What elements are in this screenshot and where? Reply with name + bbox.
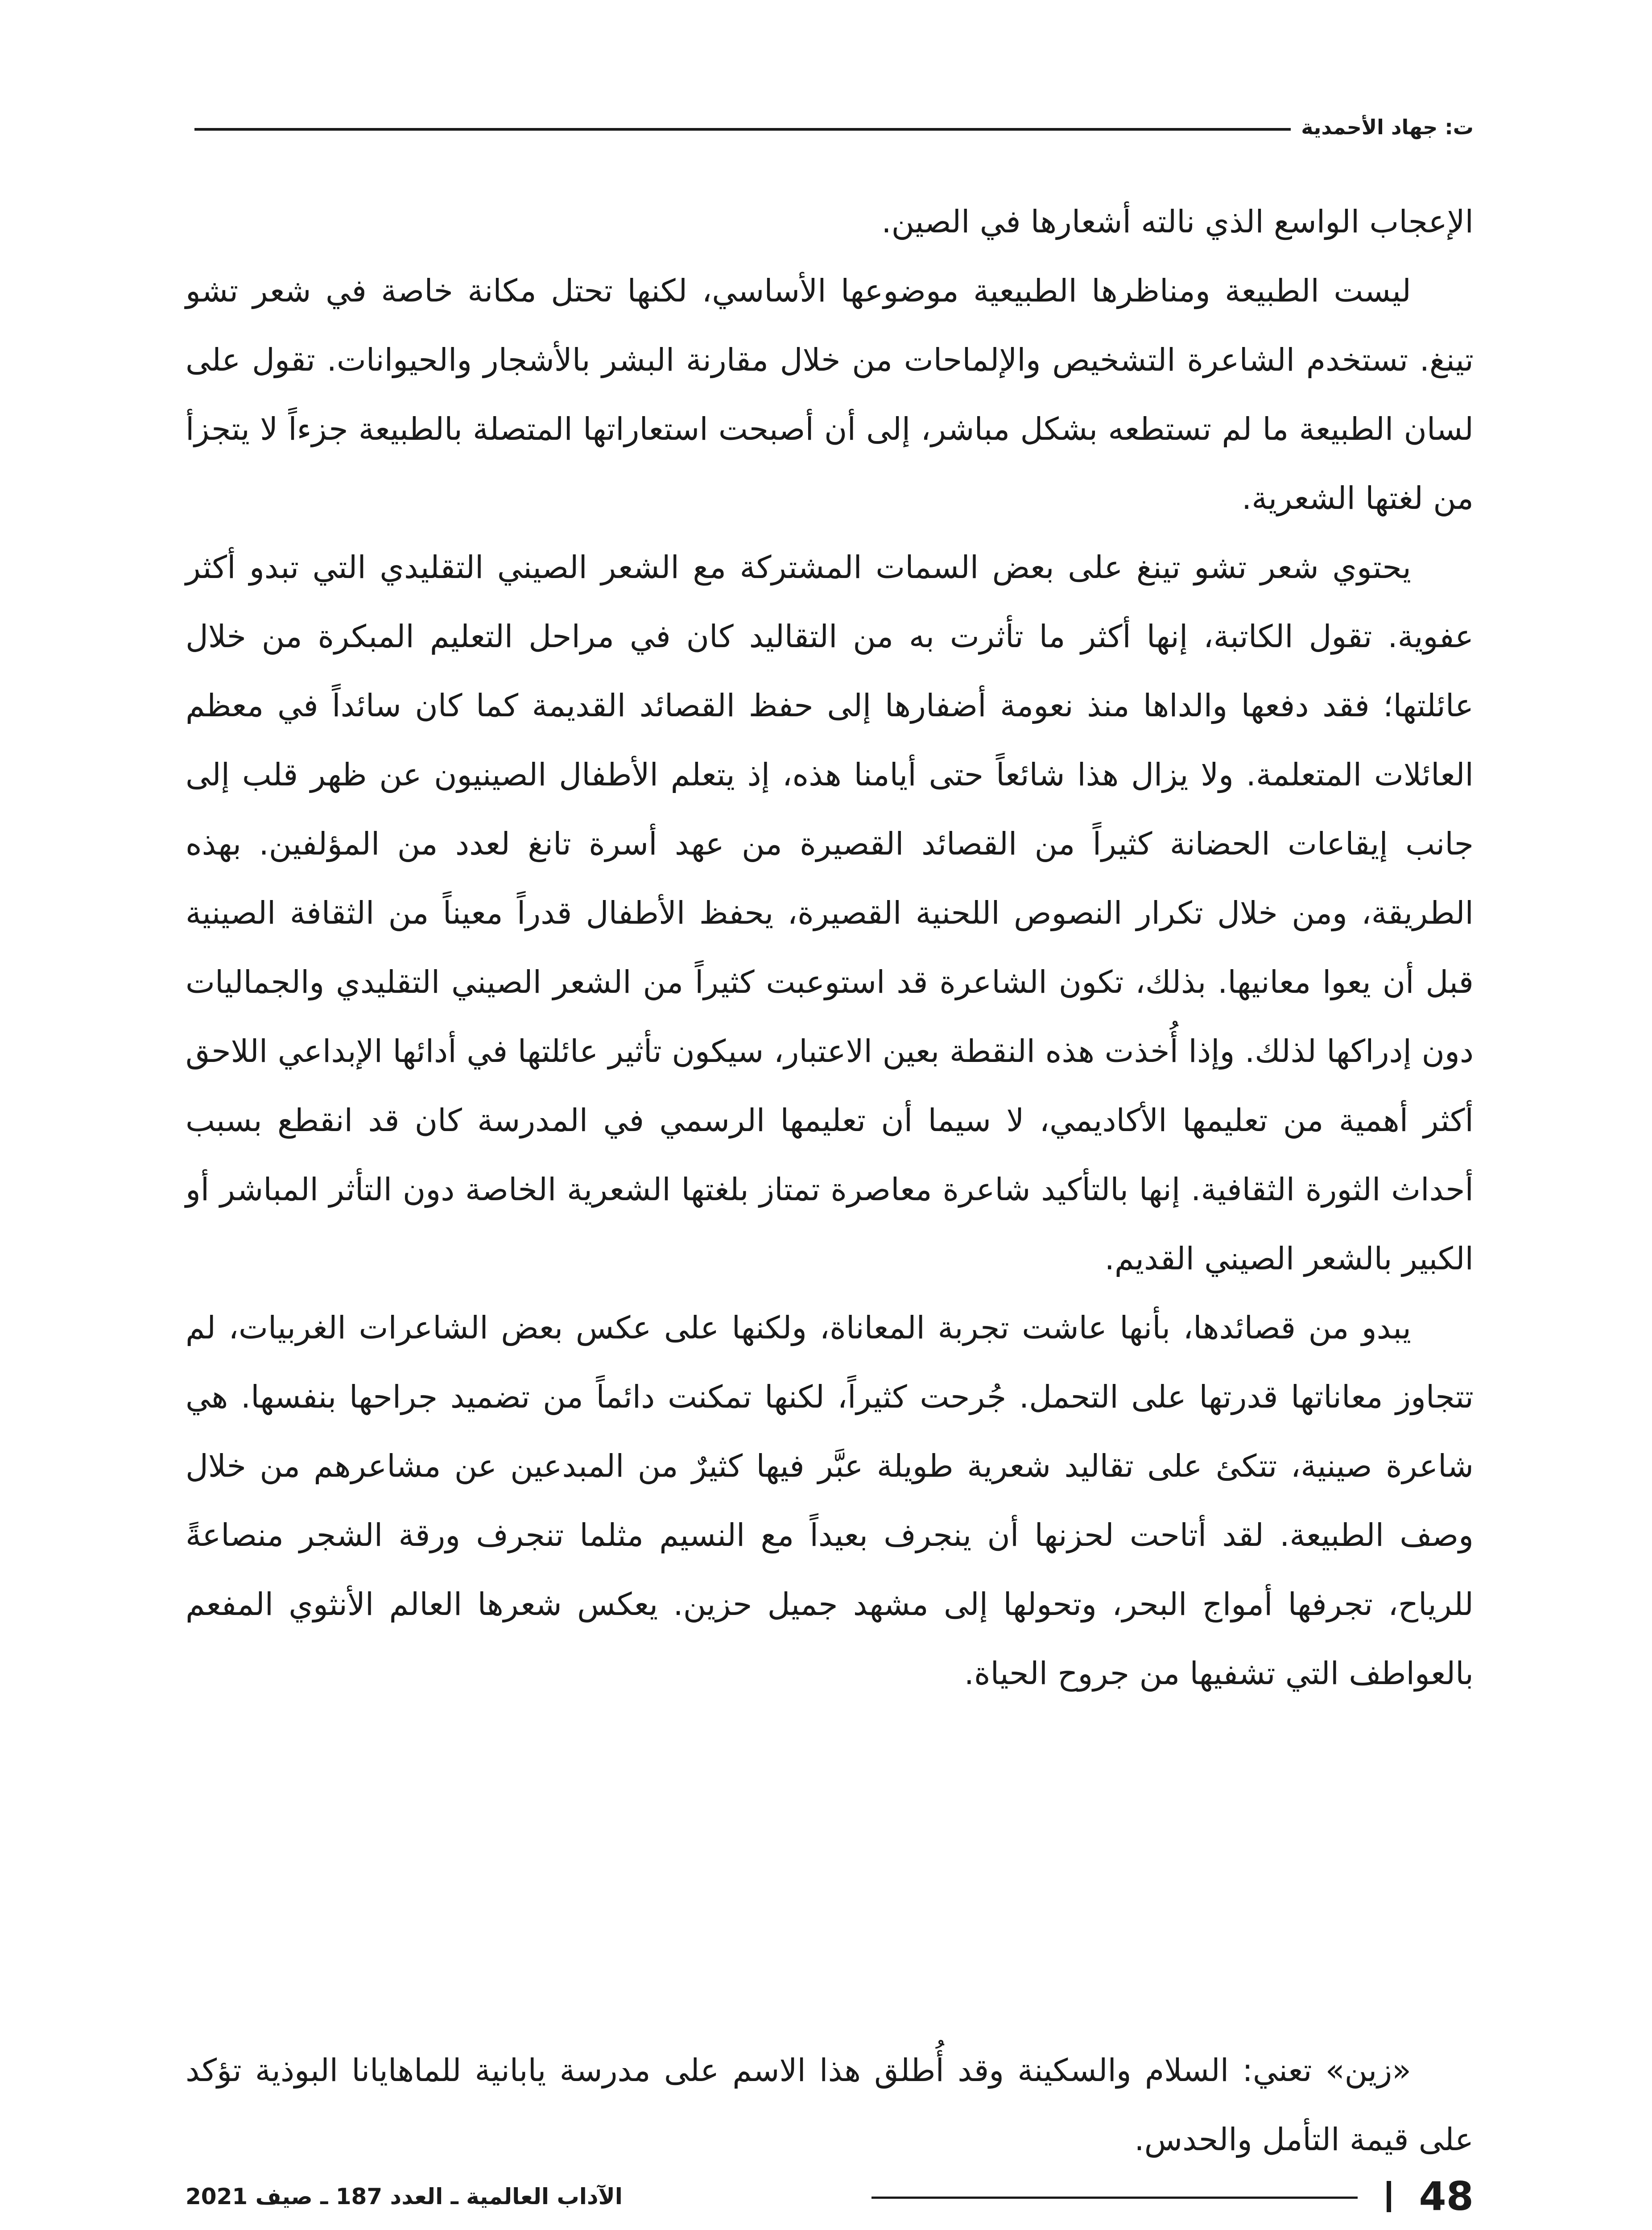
paragraph-4: يبدو من قصائدها، بأنها عاشت تجربة المعاناة، ولكنها على عكس بعض الشاعرات الغربيات، لم تتجاوز معاناتها قدرتها على التحمل. جُرحت كثيراً، لكنها تمكنت دائماً من تضميد جراحها بنفسها. هي شاعرة صينية، تتكئ على تقاليد شعرية طويلة عبَّر فيها كثيرٌ من المبدعين عن مشاعرهم من خلال وصف الطبيعة. لقد أتاحت لحزنها أن ينجرف بعيداً مع النسيم مثلما تنجرف ورقة الشجر منصاعةً للرياح، تجرفها أمواج البحر، وتحولها إلى مشهد جميل حزين. يعكس شعرها العالم الأنثوي المفعم بالعواطف التي تشفيها من جروح الحياة. [186,1309,1474,1692]
footnote: «زين» تعني: السلام والسكينة وقد أُطلق هذا الاسم على مدرسة يابانية للماهايانا البوذية تؤكد على قيمة التأمل والحدس. [186,2052,1474,2158]
translator-credit: ت: جهاد الأحمدية [1301,115,1474,139]
page-footer [186,2172,1474,2226]
journal-info: الآداب العالمية ـ العدد 187 ـ صيف 2021 [186,2184,623,2209]
footer-divider [1387,2181,1391,2212]
running-header [186,114,1474,140]
header-rule [194,128,1291,131]
article-body [186,187,1474,1708]
footer-rule [871,2197,1358,2199]
paragraph-2: ليست الطبيعة ومناظرها الطبيعية موضوعها الأساسي، لكنها تحتل مكانة خاصة في شعر تشو تينغ. تستخدم الشاعرة التشخيص والإلماحات من خلال مقارنة البشر بالأشجار والحيوانات. تقول على لسان الطبيعة ما لم تستطعه بشكل مباشر، إلى أن أصبحت استعاراتها المتصلة بالطبيعة جزءاً لا يتجزأ من لغتها الشعرية. [186,273,1474,516]
paragraph-1: الإعجاب الواسع الذي نالته أشعارها في الصين. [881,203,1474,240]
paragraph-3: يحتوي شعر تشو تينغ على بعض السمات المشتركة مع الشعر الصيني التقليدي التي تبدو أكثر عفوية. تقول الكاتبة، إنها أكثر ما تأثرت به من التقاليد كان في مراحل التعليم المبكرة من خلال عائلتها؛ فقد دفعها والداها منذ نعومة أضفارها إلى حفظ القصائد القديمة كما كان سائداً في معظم العائلات المتعلمة. ولا يزال هذا شائعاً حتى أيامنا هذه، إذ يتعلم الأطفال الصينيون عن ظهر قلب إلى جانب إيقاعات الحضانة كثيراً من القصائد القصيرة من عهد أسرة تانغ لعدد من المؤلفين. بهذه الطريقة، ومن خلال تكرار النصوص اللحنية القصيرة، يحفظ الأطفال قدراً معيناً من الثقافة الصينية قبل أن يعوا معانيها. بذلك، تكون الشاعرة قد استوعبت كثيراً من الشعر الصيني التقليدي والجماليات دون إدراكها لذلك. وإذا أُخذت هذه النقطة بعين الاعتبار، سيكون تأثير عائلتها في أدائها الإبداعي اللاحق أكثر أهمية من تعليمها الأكاديمي، لا سيما أن تعليمها الرسمي في المدرسة كان قد انقطع بسبب أحداث الثورة الثقافية. إنها بالتأكيد شاعرة معاصرة تمتاز بلغتها الشعرية الخاصة دون التأثر المباشر أو الكبير بالشعر الصيني القديم. [186,549,1474,1277]
page-number: 48 [1419,2173,1474,2219]
